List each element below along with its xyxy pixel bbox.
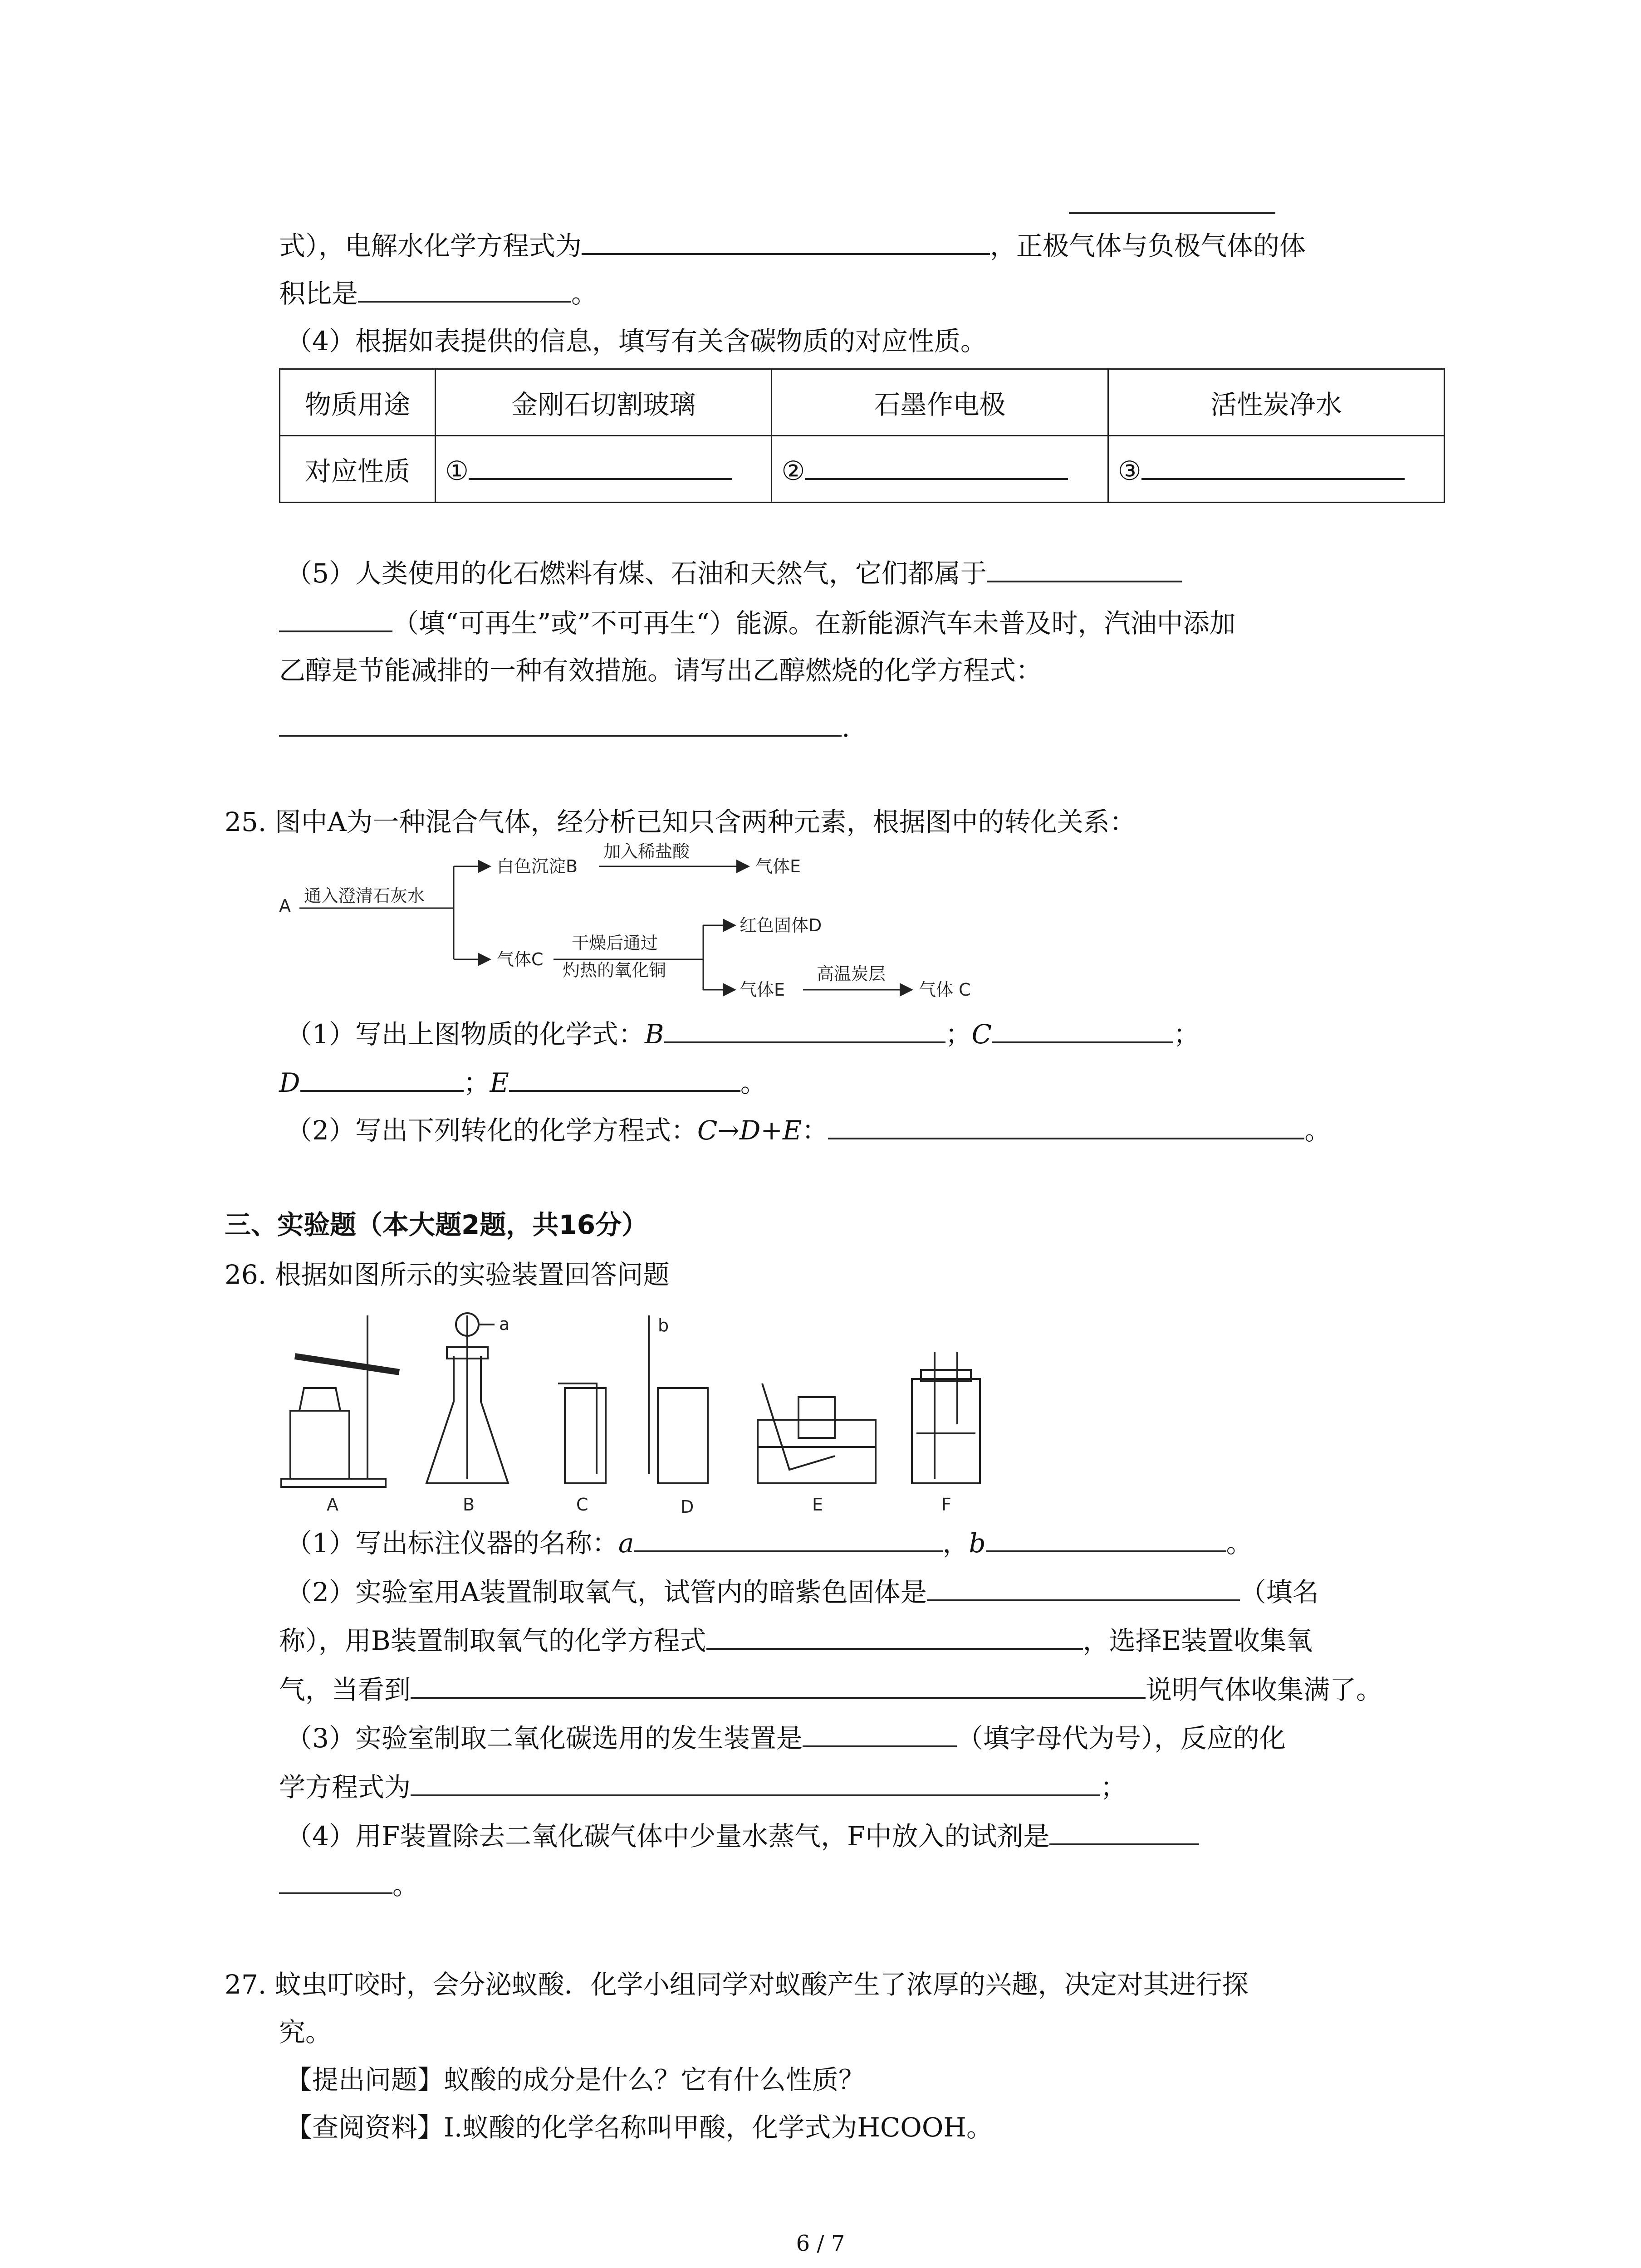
q27-line-a: 27. 蚊虫叮咬时，会分泌蚁酸．化学小组同学对蚁酸产生了浓厚的兴趣，决定对其进行探 [225, 1969, 1249, 2000]
apparatus-label-a: A [327, 1495, 338, 1515]
blank-electrolysis-eq[interactable] [582, 227, 990, 255]
q4-intro: （4）根据如表提供的信息，填写有关含碳物质的对应性质。 [286, 326, 987, 357]
q27-line-b: 究。 [279, 2017, 332, 2048]
flow-dry1: 干燥后通过 [572, 933, 658, 953]
flow-d: 红色固体D [740, 915, 822, 935]
flow-c2: 气体 C [919, 980, 971, 1000]
flow-a: A [279, 896, 291, 916]
q5-line-a: （5）人类使用的化石燃料有煤、石油和天然气，它们都属于 [286, 554, 1182, 591]
mark-b: b [658, 1315, 669, 1335]
apparatus-label-f: F [941, 1495, 951, 1515]
lab-apparatus-figure [277, 1306, 1003, 1515]
blank-volume-ratio[interactable] [358, 274, 571, 303]
flow-e1: 气体E [755, 856, 801, 876]
blank-co2-eq[interactable] [411, 1768, 1100, 1796]
apparatus-label-d: D [681, 1497, 694, 1515]
blank-renewable[interactable] [987, 554, 1182, 582]
blank-e[interactable] [509, 1064, 740, 1092]
q25-1-line-a: （1）写出上图物质的化学式：B ；C ； [286, 1015, 1200, 1052]
section-3-title: 三、实验题（本大题2题，共16分） [225, 1209, 648, 1240]
q3-line-a: 式），电解水化学方程式为 ，正极气体与负极气体的体 [279, 227, 1306, 264]
q27-line-c: 【提出问题】蚁酸的成分是什么？它有什么性质？ [286, 2064, 865, 2095]
table-cell[interactable]: ② [772, 436, 1108, 503]
flow-c: 气体C [497, 949, 544, 969]
q26-2-line-a: （2）实验室用A装置制取氧气，试管内的暗紫色固体是 （填名 [286, 1573, 1319, 1610]
flow-carbon: 高温炭层 [817, 964, 886, 984]
blank-d[interactable] [300, 1064, 464, 1092]
q27-line-d: 【查阅资料】Ⅰ.蚁酸的化学名称叫甲酸，化学式为HCOOH。 [286, 2112, 993, 2143]
blank-a-name[interactable] [634, 1524, 943, 1552]
q26-stem: 26. 根据如图所示的实验装置回答问题 [225, 1259, 670, 1290]
blank-purple-solid[interactable] [927, 1573, 1240, 1601]
flow-b: 白色沉淀B [497, 856, 578, 876]
q5-line-c: 乙醇是节能减排的一种有效措施。请写出乙醇燃烧的化学方程式： [279, 655, 1043, 686]
blank-f-reagent[interactable] [1049, 1817, 1199, 1845]
page-number: 6 / 7 [796, 2231, 845, 2256]
q26-1-line: （1）写出标注仪器的名称：a ，b 。 [286, 1524, 1253, 1561]
blank-full-sign[interactable] [411, 1671, 1146, 1699]
q26-4-line-b: 。 [279, 1866, 419, 1903]
q25-2-line: （2）写出下列转化的化学方程式：C→D+E： 。 [286, 1111, 1331, 1149]
apparatus-label-c: C [576, 1495, 588, 1515]
q26-2-line-b: 称），用B装置制取氧气的化学方程式 ，选择E装置收集氧 [279, 1622, 1313, 1659]
flow-add-hcl: 加入稀盐酸 [603, 841, 690, 861]
q26-2-line-c: 气，当看到 说明气体收集满了。 [279, 1671, 1382, 1708]
blank-f-reagent-2[interactable] [279, 1866, 392, 1894]
table-header: 物质用途 [280, 369, 436, 436]
q26-3-line-b: 学方程式为 ； [279, 1768, 1127, 1805]
apparatus-label-e: E [812, 1495, 823, 1515]
mark-a: a [499, 1314, 510, 1334]
flow-e2: 气体E [740, 980, 785, 1000]
q3-line-b: 积比是 。 [279, 274, 598, 312]
q26-3-line-a: （3）实验室制取二氧化碳选用的发生装置是 （填字母代为号），反应的化 [286, 1719, 1286, 1756]
q26-4-line-a: （4）用F装置除去二氧化碳气体中少量水蒸气，F中放入的试剂是 [286, 1817, 1199, 1854]
blank-renewable-2[interactable] [279, 604, 392, 632]
table-cell[interactable]: ③ [1108, 436, 1444, 503]
blank-b-name[interactable] [986, 1524, 1226, 1552]
q25-stem: 25. 图中A为一种混合气体，经分析已知只含两种元素，根据图中的转化关系： [225, 807, 1136, 837]
conversion-flowchart [277, 830, 1003, 1012]
table-cell[interactable]: ① [436, 436, 772, 503]
flow-dry2: 灼热的氧化铜 [563, 960, 666, 980]
carbon-properties-table [279, 368, 1445, 503]
flow-to-lime: 通入澄清石灰水 [304, 886, 425, 906]
table-header: 石墨作电极 [772, 369, 1108, 436]
blank-b[interactable] [664, 1015, 945, 1043]
table-row-label: 对应性质 [280, 436, 436, 503]
apparatus-label-b: B [463, 1495, 475, 1515]
blank-cde-eq[interactable] [828, 1111, 1304, 1139]
blank-ethanol-eq[interactable] [279, 709, 842, 737]
table-header: 金刚石切割玻璃 [436, 369, 772, 436]
blank-co2-device[interactable] [803, 1719, 957, 1747]
blank-b-oxygen-eq[interactable] [706, 1622, 1083, 1650]
q5-line-d: . [279, 709, 850, 746]
q25-1-line-b: D ；E 。 [279, 1064, 767, 1101]
blank-top [1069, 186, 1275, 223]
blank-c[interactable] [992, 1015, 1173, 1043]
table-header: 活性炭净水 [1108, 369, 1444, 436]
q5-line-b: （填“可再生”或”不可再生“）能源。在新能源汽车未普及时，汽油中添加 [279, 604, 1236, 641]
